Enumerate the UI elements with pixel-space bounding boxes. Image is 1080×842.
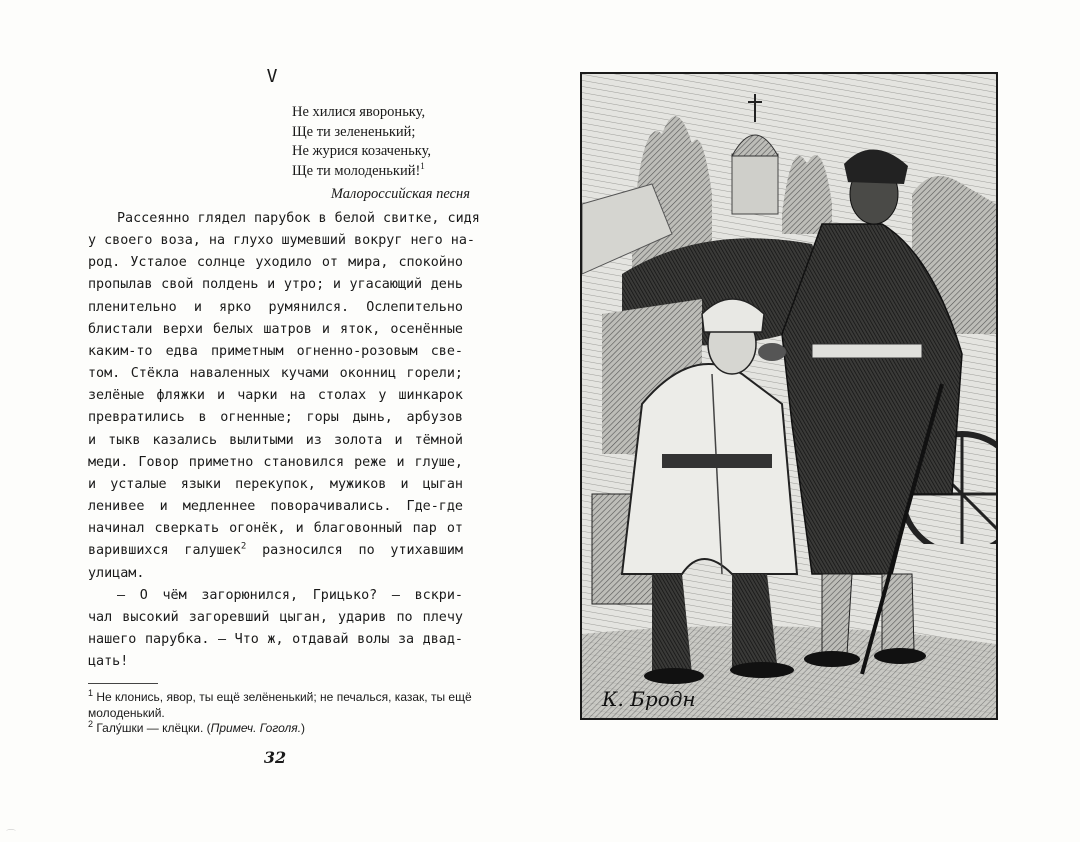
text-line	[88, 540, 463, 562]
text-line: превратились в огненные; горы дынь, арбузов	[88, 410, 463, 426]
text-line: ленивее и медленнее поворачивались. Где-где	[88, 499, 463, 515]
right-page	[540, 0, 1080, 842]
engraving-icon	[582, 74, 996, 718]
text-line: Рассеянно глядел парубок в белой свитке, сидя	[117, 211, 480, 226]
dialogue-line: цать!	[88, 654, 129, 670]
text-line: зелёные фляжки и чарки на столах у шинкарок	[88, 388, 463, 404]
epigraph-line: Не хилися явороньку,	[292, 104, 426, 120]
text-line: у своего воза, на глухо шумевший вокруг него на-	[88, 233, 475, 249]
footnote-mark: 1	[88, 688, 94, 698]
edge-mark: ⌒	[6, 830, 16, 841]
footnote-term: Галу́шки	[93, 721, 144, 735]
epigraph-source: Малороссийская песня	[330, 186, 470, 202]
footnote-author-note: Примеч. Гоголя.	[210, 721, 302, 735]
footnote-ref-1[interactable]: 1	[420, 160, 425, 171]
page-number: 32	[263, 748, 287, 767]
footnote-mark: 2	[88, 719, 94, 729]
footnote-divider	[88, 683, 158, 684]
text-line: и усталые языки перекупок, мужиков и цыган	[88, 476, 463, 492]
dialogue-line: — О чём загорюнился, Грицько? — вскри-	[117, 587, 463, 603]
chapter-title: V	[266, 66, 278, 87]
text-line: меди. Говор приметно становился реже и глуше,	[88, 454, 463, 470]
footnote-text: )	[301, 721, 306, 735]
text-line: начинал сверкать огонёк, и благовонный пар от	[88, 521, 463, 537]
footnote-2	[88, 721, 468, 737]
epigraph-line-text: Ще ти молоденький!	[292, 162, 421, 179]
engraving-illustration	[580, 72, 998, 720]
text-line: и тыкв казались вылитыми из золота и тёмной	[88, 432, 463, 448]
epigraph	[292, 103, 492, 205]
text-line: том. Стёкла наваленных кучами оконниц горели;	[88, 366, 463, 382]
footnote-text: — клёцки. (	[143, 721, 211, 735]
text-line: пропылав свой полдень и утро; и угасающий день	[88, 277, 463, 293]
text-line: блистали верхи белых шатров и яток, осенённые	[88, 321, 463, 337]
body-text	[88, 208, 480, 673]
text-fragment: варившихся галушек	[88, 543, 241, 559]
epigraph-line: Не журися козаченьку,	[292, 143, 432, 159]
footnotes	[88, 688, 472, 737]
footnote-ref-2[interactable]: 2	[240, 541, 247, 552]
illustration-signature: К. Бродн	[602, 687, 696, 711]
epigraph-line: Ще ти зелененький;	[292, 123, 416, 140]
text-line: род. Усталое солнце уходило от мира, спокойно	[88, 255, 463, 271]
footnote-text: Не клонись, явор, ты ещё зелёненький; не печалься, казак, ты ещё	[93, 690, 472, 704]
dialogue-line: чал высокий загоревший цыган, ударив по плечу	[88, 609, 463, 625]
text-fragment: разносился по утихавшим	[246, 543, 463, 559]
epigraph-line	[292, 162, 492, 182]
text-line: пленительно и ярко румянился. Ослепительно	[88, 299, 463, 315]
footnote-1-cont: молоденький.	[88, 705, 165, 720]
footnote-1	[88, 688, 472, 706]
text-line: каким-то едва приметным огненно-розовым све-	[88, 343, 463, 359]
text-line: улицам.	[88, 565, 145, 581]
dialogue-line: нашего парубка. — Что ж, отдавай волы за двад-	[88, 631, 463, 647]
